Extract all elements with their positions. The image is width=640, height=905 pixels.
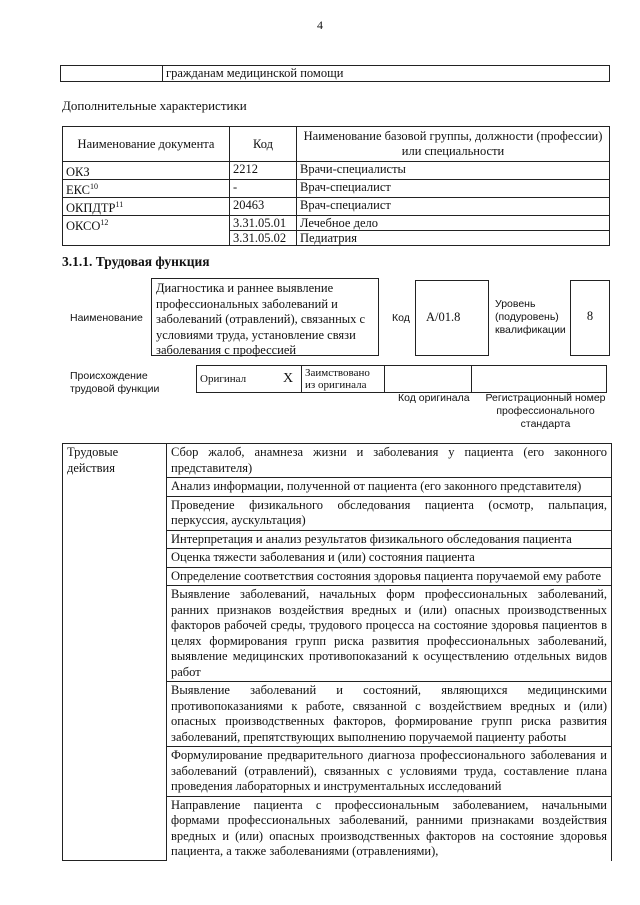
code-label: Код: [392, 312, 410, 324]
doc-cell: ОКСО$^{12}$: [63, 216, 230, 246]
reg-number-label: Регистрационный номер профессионального стандарта: [485, 392, 606, 430]
name-cell: Педиатрия: [297, 231, 610, 246]
table-row: [63, 216, 610, 231]
additional-table: [62, 126, 610, 246]
additional-header-row: [63, 127, 610, 162]
table-row: [63, 180, 610, 198]
name-cell: Лечебное дело: [297, 216, 610, 231]
qualification-level: 8: [570, 280, 610, 356]
code-cell: 3.31.05.02: [230, 231, 297, 246]
action-item: Формулирование предварительного диагноза профессионального заболевания и заболеваний (отравлений), связанных с условиями труда, составление плана проведения лабораторных и инструментальных исследований: [167, 747, 612, 797]
page-number: 4: [317, 18, 323, 32]
action-item: Анализ информации, полученной от пациента (его законного представителя): [167, 478, 612, 497]
labor-function-code: А/01.8: [415, 280, 489, 356]
top-table-text: гражданам медицинской помощи: [163, 66, 610, 82]
name-cell: Врач-специалист: [297, 198, 610, 216]
borrowed-label: Заимствовано из оригинала: [302, 366, 385, 393]
top-table-fragment: [60, 65, 610, 82]
code-cell: -: [230, 180, 297, 198]
action-item: Оценка тяжести заболевания и (или) состояния пациента: [167, 549, 612, 568]
labor-actions-label: Трудовые действия: [63, 444, 167, 861]
reg-number-cell: [472, 366, 607, 393]
labor-actions-table: [62, 443, 612, 861]
name-label: Наименование: [70, 312, 143, 324]
header-document: Наименование документа: [63, 127, 230, 162]
action-item: Интерпретация и анализ результатов физикального обследования пациента: [167, 530, 612, 549]
action-item: Направление пациента с профессиональным заболеванием, начальными формами профессиональных заболеваний, ранними признаками воздействия вредных и (или) опасных производственных факторов на состояние здоровья пациента, а также заболеваниями (отравлениями),: [167, 796, 612, 861]
code-original-label: Код оригинала: [398, 392, 470, 404]
table-row: [63, 162, 610, 180]
code-cell: 3.31.05.01: [230, 216, 297, 231]
action-item: Сбор жалоб, анамнеза жизни и заболевания у пациента (его законного представителя): [167, 444, 612, 478]
name-cell: Врач-специалист: [297, 180, 610, 198]
labor-function-name: Диагностика и раннее выявление профессиональных заболеваний и заболеваний (отравлений), связанных с условиями труда, установление связи заболевания с профессией: [151, 278, 379, 356]
original-label: Оригинал: [197, 366, 276, 393]
code-cell: 20463: [230, 198, 297, 216]
level-label: Уровень (подуровень) квалификации: [495, 298, 566, 336]
table-row: [63, 198, 610, 216]
code-original-cell: [385, 366, 472, 393]
action-item: Определение соответствия состояния здоровья пациента поручаемой ему работе: [167, 567, 612, 586]
action-item: Выявление заболеваний, начальных форм профессиональных заболеваний, ранних признаков воздействия вредных и (или) опасных производственных факторов рабочей среды, трудового процесса на состояние здоровья пациентов в целях формирования групп риска развития профессиональных заболеваний, выявление медицинских противопоказаний к осуществлению отдельных видов работ: [167, 586, 612, 682]
doc-cell: ЕКС$^{10}$: [63, 180, 230, 198]
additional-heading: Дополнительные характеристики: [62, 98, 247, 113]
origin-table: [196, 365, 607, 393]
action-item: Проведение физикального обследования пациента (осмотр, пальпация, перкуссия, аускультация): [167, 496, 612, 530]
name-cell: Врачи-специалисты: [297, 162, 610, 180]
header-code: Код: [230, 127, 297, 162]
labor-function-heading: 3.1.1. Трудовая функция: [62, 254, 210, 269]
empty-cell: [61, 66, 163, 82]
original-mark: X: [275, 366, 302, 393]
doc-cell: ОКЗ: [63, 162, 230, 180]
action-item: Выявление заболеваний и состояний, являющихся медицинскими противопоказаниями к работе, связанной с воздействием вредных и (или) опасных производственных факторов, формирование групп риска развития заболеваний, препятствующих выполнению поручаемой пациенту работы: [167, 682, 612, 747]
doc-cell: ОКПДТР$^{11}$: [63, 198, 230, 216]
code-cell: 2212: [230, 162, 297, 180]
header-group: Наименование базовой группы, должности (профессии) или специальности: [297, 127, 610, 162]
origin-label: Происхождение трудовой функции: [70, 370, 160, 395]
table-row: [63, 444, 612, 478]
